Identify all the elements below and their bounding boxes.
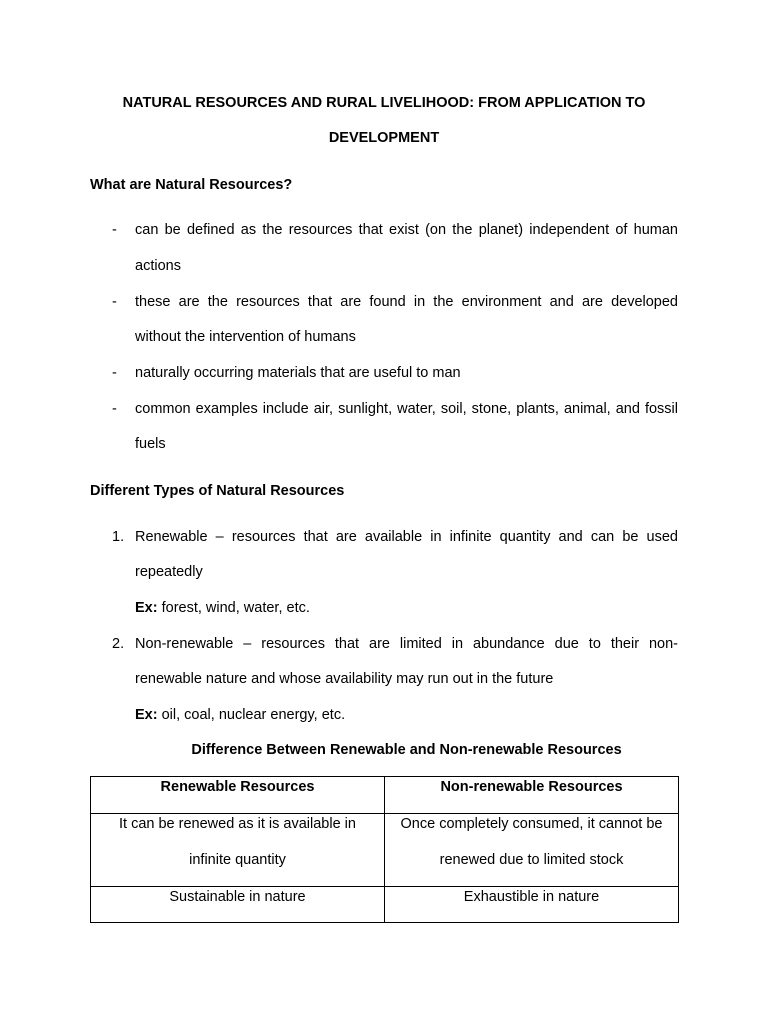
cell-text: Exhaustible in nature — [463, 889, 600, 905]
cell-text — [385, 805, 678, 878]
section-heading-types-of-natural-resources: Different Types of Natural Resources — [90, 483, 345, 499]
table-caption: Difference Between Renewable and Non-renewable Resources — [191, 742, 622, 758]
example-label: Ex: — [135, 707, 158, 723]
table-cell — [385, 887, 679, 923]
table-cell — [91, 814, 385, 887]
bullet-text: can be defined as the resources that exist (on the planet) independent of human — [135, 222, 678, 238]
list-item-text: Non-renewable – resources that are limited in abundance due to their non- — [135, 636, 678, 652]
document-title-line-2: DEVELOPMENT — [328, 130, 440, 146]
cell-text-line: infinite quantity — [189, 852, 286, 868]
list-item-text-continued: repeatedly — [135, 564, 203, 580]
list-item-text: Renewable – resources that are available in infinite quantity and can be used — [135, 529, 678, 545]
cell-text: Sustainable in nature — [169, 889, 306, 905]
comparison-table — [90, 776, 679, 923]
header-label-renewable: Renewable Resources — [160, 779, 315, 795]
bullet-text: naturally occurring materials that are useful to man — [135, 365, 461, 381]
example-label: Ex: — [135, 600, 158, 616]
bullet-text-continued: actions — [135, 258, 181, 274]
table-cell — [385, 814, 679, 887]
section-heading-what-are-natural-resources: What are Natural Resources? — [90, 177, 293, 193]
bullet-marker: - — [112, 401, 117, 417]
list-number: 1. — [112, 529, 125, 545]
table-cell — [91, 887, 385, 923]
document-title-line-1: NATURAL RESOURCES AND RURAL LIVELIHOOD: FROM APPLICATION TO — [122, 95, 646, 111]
bullet-text: these are the resources that are found in the environment and are developed — [135, 294, 678, 310]
example-text: oil, coal, nuclear energy, etc. — [157, 707, 346, 723]
example-line — [135, 706, 678, 724]
cell-text-line: Once completely consumed, it cannot be — [400, 816, 663, 832]
list-number: 2. — [112, 636, 125, 652]
table-row — [91, 814, 679, 887]
bullet-text-continued: fuels — [135, 436, 166, 452]
example-line — [135, 599, 678, 617]
bullet-marker: - — [112, 222, 117, 238]
table-row — [91, 887, 679, 923]
bullet-marker: - — [112, 365, 117, 381]
cell-text — [91, 805, 384, 878]
bullet-text-continued: without the intervention of humans — [135, 329, 356, 345]
bullet-marker: - — [112, 294, 117, 310]
bullet-text: common examples include air, sunlight, water, soil, stone, plants, animal, and fossil — [135, 401, 678, 417]
example-text: forest, wind, water, etc. — [157, 600, 310, 616]
cell-text-line: It can be renewed as it is available in — [119, 816, 356, 832]
header-label-non-renewable: Non-renewable Resources — [440, 779, 623, 795]
cell-text-line: renewed due to limited stock — [439, 852, 624, 868]
list-item-text-continued: renewable nature and whose availability may run out in the future — [135, 671, 554, 687]
